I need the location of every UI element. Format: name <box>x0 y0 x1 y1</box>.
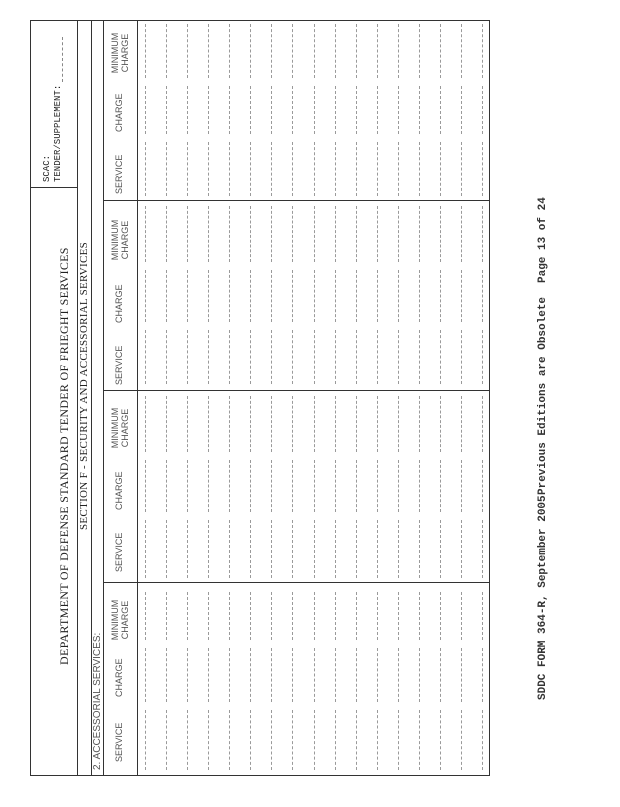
blank-entry-line[interactable] <box>377 270 378 322</box>
blank-entry-line[interactable] <box>440 396 441 452</box>
blank-entry-line[interactable] <box>271 460 272 512</box>
blank-entry-line[interactable] <box>314 330 315 384</box>
group3-min-header <box>110 215 130 265</box>
blank-entry-line[interactable] <box>250 86 251 134</box>
blank-entry-line[interactable] <box>398 86 399 134</box>
blank-entry-line[interactable] <box>314 710 315 770</box>
blank-entry-line[interactable] <box>229 520 230 578</box>
blank-entry-line[interactable] <box>292 86 293 134</box>
blank-entry-line[interactable] <box>482 24 483 78</box>
blank-entry-line[interactable] <box>377 206 378 262</box>
blank-entry-line[interactable] <box>292 710 293 770</box>
blank-entry-line[interactable] <box>440 592 441 640</box>
blank-entry-line[interactable] <box>356 86 357 134</box>
blank-entry-line[interactable] <box>461 396 462 452</box>
blank-entry-line[interactable] <box>208 520 209 578</box>
blank-entry-line[interactable] <box>419 86 420 134</box>
blank-entry-line[interactable] <box>482 330 483 384</box>
blank-entry-line[interactable] <box>208 330 209 384</box>
blank-entry-line[interactable] <box>482 710 483 770</box>
blank-entry-line[interactable] <box>419 520 420 578</box>
group-separator-3 <box>103 582 490 583</box>
blank-entry-line[interactable] <box>461 648 462 702</box>
blank-entry-line[interactable] <box>419 330 420 384</box>
blank-entry-line[interactable] <box>145 270 146 322</box>
blank-entry-line[interactable] <box>166 270 167 322</box>
blank-entry-line[interactable] <box>314 460 315 512</box>
blank-entry-line[interactable] <box>377 330 378 384</box>
blank-entry-line[interactable] <box>356 460 357 512</box>
blank-entry-line[interactable] <box>229 86 230 134</box>
blank-entry-line[interactable] <box>419 206 420 262</box>
group2-min-line1: MINIMUM <box>110 407 120 449</box>
blank-entry-line[interactable] <box>314 396 315 452</box>
blank-entry-line[interactable] <box>292 520 293 578</box>
blank-entry-line[interactable] <box>335 86 336 134</box>
blank-entry-line[interactable] <box>166 396 167 452</box>
blank-entry-line[interactable] <box>187 710 188 770</box>
blank-entry-line[interactable] <box>398 142 399 196</box>
blank-entry-line[interactable] <box>461 460 462 512</box>
blank-entry-line[interactable] <box>461 86 462 134</box>
group3-min-line1: MINIMUM <box>110 219 120 261</box>
blank-entry-line[interactable] <box>208 86 209 134</box>
section-title: SECTION F - SECURITY AND ACCESSORIAL SERVICES <box>78 241 90 530</box>
blank-entry-line[interactable] <box>419 396 420 452</box>
blank-entry-line[interactable] <box>482 86 483 134</box>
blank-entry-line[interactable] <box>229 648 230 702</box>
blank-entry-line[interactable] <box>166 86 167 134</box>
group-separator-2 <box>103 390 490 391</box>
blank-entry-line[interactable] <box>377 460 378 512</box>
blank-entry-line[interactable] <box>419 24 420 78</box>
group-separator-1 <box>103 200 490 201</box>
blank-entry-line[interactable] <box>377 648 378 702</box>
blank-entry-line[interactable] <box>292 460 293 512</box>
blank-entry-line[interactable] <box>398 330 399 384</box>
blank-entry-line[interactable] <box>271 710 272 770</box>
blank-entry-line[interactable] <box>229 206 230 262</box>
blank-entry-line[interactable] <box>166 142 167 196</box>
blank-entry-line[interactable] <box>314 142 315 196</box>
blank-entry-line[interactable] <box>440 24 441 78</box>
blank-entry-line[interactable] <box>314 270 315 322</box>
blank-entry-line[interactable] <box>145 142 146 196</box>
blank-entry-line[interactable] <box>314 206 315 262</box>
footer-form-id: SDDC FORM 364-R, September 2005 <box>537 495 549 700</box>
blank-entry-line[interactable] <box>482 520 483 578</box>
blank-entry-line[interactable] <box>250 270 251 322</box>
blank-entry-line[interactable] <box>166 330 167 384</box>
blank-entry-line[interactable] <box>292 142 293 196</box>
blank-entry-line[interactable] <box>482 396 483 452</box>
blank-entry-line[interactable] <box>356 710 357 770</box>
blank-entry-line[interactable] <box>292 270 293 322</box>
blank-entry-line[interactable] <box>377 86 378 134</box>
group1-charge-header: CHARGE <box>114 658 124 697</box>
blank-entry-line[interactable] <box>440 460 441 512</box>
blank-entry-line[interactable] <box>398 592 399 640</box>
blank-entry-line[interactable] <box>187 142 188 196</box>
blank-entry-line[interactable] <box>335 24 336 78</box>
blank-entry-line[interactable] <box>356 24 357 78</box>
blank-entry-line[interactable] <box>377 710 378 770</box>
blank-entry-line[interactable] <box>292 648 293 702</box>
blank-entry-line[interactable] <box>187 330 188 384</box>
blank-entry-line[interactable] <box>461 330 462 384</box>
blank-entry-line[interactable] <box>250 330 251 384</box>
blank-entry-line[interactable] <box>187 460 188 512</box>
blank-entry-line[interactable] <box>187 396 188 452</box>
blank-entry-line[interactable] <box>271 270 272 322</box>
group1-service-header: SERVICE <box>114 722 124 762</box>
footer-editions: Previous Editions are Obsolete <box>537 296 549 495</box>
blank-entry-line[interactable] <box>229 460 230 512</box>
blank-entry-line[interactable] <box>461 24 462 78</box>
blank-entry-line[interactable] <box>271 142 272 196</box>
group4-charge-header: CHARGE <box>114 93 124 132</box>
blank-entry-line[interactable] <box>356 520 357 578</box>
blank-entry-line[interactable] <box>229 330 230 384</box>
blank-entry-line[interactable] <box>292 330 293 384</box>
subsection-title: 2. ACCESSORIAL SERVICES: <box>92 632 103 770</box>
blank-entry-line[interactable] <box>292 206 293 262</box>
blank-entry-line[interactable] <box>482 206 483 262</box>
blank-entry-line[interactable] <box>250 592 251 640</box>
blank-entry-line[interactable] <box>482 648 483 702</box>
blank-entry-line[interactable] <box>271 24 272 78</box>
blank-entry-line[interactable] <box>250 206 251 262</box>
blank-entry-line[interactable] <box>271 648 272 702</box>
blank-entry-line[interactable] <box>335 270 336 322</box>
blank-entry-line[interactable] <box>356 396 357 452</box>
blank-entry-line[interactable] <box>292 592 293 640</box>
blank-entry-line[interactable] <box>187 206 188 262</box>
blank-entry-line[interactable] <box>292 24 293 78</box>
blank-entry-line[interactable] <box>187 270 188 322</box>
blank-entry-line[interactable] <box>377 520 378 578</box>
blank-entry-line[interactable] <box>166 206 167 262</box>
group4-min-header <box>110 28 130 78</box>
blank-entry-line[interactable] <box>419 592 420 640</box>
blank-entry-line[interactable] <box>166 592 167 640</box>
blank-entry-line[interactable] <box>271 520 272 578</box>
group4-min-line2: CHARGE <box>120 33 130 73</box>
blank-entry-line[interactable] <box>461 520 462 578</box>
blank-entry-line[interactable] <box>440 206 441 262</box>
blank-entry-line[interactable] <box>419 142 420 196</box>
blank-entry-line[interactable] <box>229 270 230 322</box>
blank-entry-line[interactable] <box>356 142 357 196</box>
group1-min-header <box>110 595 130 645</box>
blank-entry-line[interactable] <box>250 460 251 512</box>
blank-entry-line[interactable] <box>377 592 378 640</box>
blank-entry-line[interactable] <box>419 270 420 322</box>
group3-service-header: SERVICE <box>114 345 124 385</box>
group2-service-header: SERVICE <box>114 532 124 572</box>
blank-entry-line[interactable] <box>229 396 230 452</box>
blank-entry-line[interactable] <box>461 142 462 196</box>
blank-entry-line[interactable] <box>271 86 272 134</box>
group1-min-line1: MINIMUM <box>110 599 120 641</box>
blank-entry-line[interactable] <box>145 520 146 578</box>
scac-box-divider <box>30 187 77 188</box>
group3-min-line2: CHARGE <box>120 220 130 260</box>
group1-min-line2: CHARGE <box>120 600 130 640</box>
tender-field[interactable] <box>53 37 63 82</box>
blank-entry-line[interactable] <box>461 206 462 262</box>
blank-entry-line[interactable] <box>314 520 315 578</box>
group3-charge-header: CHARGE <box>114 284 124 323</box>
form-title: DEPARTMENT OF DEFENSE STANDARD TENDER OF FRIEGHT SERVICES <box>57 247 71 665</box>
blank-entry-line[interactable] <box>398 206 399 262</box>
group2-min-line2: CHARGE <box>120 408 130 448</box>
blank-entry-line[interactable] <box>440 270 441 322</box>
blank-entry-line[interactable] <box>208 142 209 196</box>
group2-min-header <box>110 403 130 453</box>
header-band-line-b <box>137 20 138 776</box>
blank-entry-line[interactable] <box>145 86 146 134</box>
blank-entry-line[interactable] <box>271 330 272 384</box>
blank-entry-line[interactable] <box>461 592 462 640</box>
blank-entry-line[interactable] <box>314 592 315 640</box>
blank-entry-line[interactable] <box>461 270 462 322</box>
blank-entry-line[interactable] <box>145 206 146 262</box>
blank-entry-line[interactable] <box>377 24 378 78</box>
blank-entry-line[interactable] <box>377 142 378 196</box>
group4-service-header: SERVICE <box>114 154 124 194</box>
blank-entry-line[interactable] <box>335 592 336 640</box>
blank-entry-line[interactable] <box>145 710 146 770</box>
blank-entry-line[interactable] <box>271 396 272 452</box>
blank-entry-line[interactable] <box>166 520 167 578</box>
blank-entry-line[interactable] <box>166 460 167 512</box>
blank-entry-line[interactable] <box>208 648 209 702</box>
blank-entry-line[interactable] <box>356 592 357 640</box>
blank-entry-line[interactable] <box>482 270 483 322</box>
blank-entry-line[interactable] <box>314 648 315 702</box>
group2-charge-header: CHARGE <box>114 471 124 510</box>
blank-entry-line[interactable] <box>440 86 441 134</box>
blank-entry-line[interactable] <box>229 24 230 78</box>
blank-entry-line[interactable] <box>377 396 378 452</box>
header-band-line-a <box>103 20 104 776</box>
blank-entry-line[interactable] <box>229 710 230 770</box>
blank-entry-line[interactable] <box>482 142 483 196</box>
blank-entry-line[interactable] <box>335 710 336 770</box>
blank-entry-line[interactable] <box>187 592 188 640</box>
scac-label: SCAC: <box>42 154 52 182</box>
blank-entry-line[interactable] <box>145 24 146 78</box>
blank-entry-line[interactable] <box>145 648 146 702</box>
blank-entry-line[interactable] <box>335 520 336 578</box>
blank-entry-line[interactable] <box>398 396 399 452</box>
blank-entry-line[interactable] <box>356 270 357 322</box>
blank-entry-line[interactable] <box>208 206 209 262</box>
blank-entry-line[interactable] <box>166 710 167 770</box>
blank-entry-line[interactable] <box>440 520 441 578</box>
blank-entry-line[interactable] <box>208 592 209 640</box>
blank-entry-line[interactable] <box>398 270 399 322</box>
blank-entry-line[interactable] <box>335 648 336 702</box>
blank-entry-line[interactable] <box>419 460 420 512</box>
blank-entry-line[interactable] <box>419 710 420 770</box>
blank-entry-line[interactable] <box>250 142 251 196</box>
blank-entry-line[interactable] <box>482 460 483 512</box>
blank-entry-line[interactable] <box>292 396 293 452</box>
blank-entry-line[interactable] <box>335 206 336 262</box>
blank-entry-line[interactable] <box>229 142 230 196</box>
blank-entry-line[interactable] <box>398 648 399 702</box>
blank-entry-line[interactable] <box>208 710 209 770</box>
blank-entry-line[interactable] <box>187 648 188 702</box>
blank-entry-line[interactable] <box>314 86 315 134</box>
blank-entry-line[interactable] <box>250 648 251 702</box>
blank-entry-line[interactable] <box>187 520 188 578</box>
blank-entry-line[interactable] <box>356 206 357 262</box>
blank-entry-line[interactable] <box>440 648 441 702</box>
blank-entry-line[interactable] <box>398 24 399 78</box>
blank-entry-line[interactable] <box>187 86 188 134</box>
blank-entry-line[interactable] <box>250 520 251 578</box>
blank-entry-line[interactable] <box>208 24 209 78</box>
blank-entry-line[interactable] <box>440 142 441 196</box>
blank-entry-line[interactable] <box>314 24 315 78</box>
blank-entry-line[interactable] <box>208 460 209 512</box>
blank-entry-line[interactable] <box>145 396 146 452</box>
blank-entry-line[interactable] <box>166 24 167 78</box>
blank-entry-line[interactable] <box>166 648 167 702</box>
blank-entry-line[interactable] <box>398 710 399 770</box>
blank-entry-line[interactable] <box>482 592 483 640</box>
blank-entry-line[interactable] <box>271 592 272 640</box>
blank-entry-line[interactable] <box>250 24 251 78</box>
blank-entry-line[interactable] <box>419 648 420 702</box>
blank-entry-line[interactable] <box>440 330 441 384</box>
footer-page: Page 13 of 24 <box>537 197 549 283</box>
blank-entry-line[interactable] <box>229 592 230 640</box>
blank-entry-line[interactable] <box>250 710 251 770</box>
blank-entry-line[interactable] <box>356 648 357 702</box>
blank-entry-line[interactable] <box>208 396 209 452</box>
tender-label: TENDER/SUPPLEMENT: <box>53 84 63 182</box>
blank-entry-line[interactable] <box>356 330 357 384</box>
blank-entry-line[interactable] <box>440 710 441 770</box>
blank-entry-line[interactable] <box>335 142 336 196</box>
blank-entry-line[interactable] <box>335 396 336 452</box>
blank-entry-line[interactable] <box>271 206 272 262</box>
group4-min-line1: MINIMUM <box>110 32 120 74</box>
blank-entry-line[interactable] <box>187 24 188 78</box>
blank-entry-line[interactable] <box>461 710 462 770</box>
blank-entry-line[interactable] <box>145 330 146 384</box>
blank-entry-line[interactable] <box>398 460 399 512</box>
blank-entry-line[interactable] <box>335 330 336 384</box>
blank-entry-line[interactable] <box>145 592 146 640</box>
blank-entry-line[interactable] <box>208 270 209 322</box>
blank-entry-line[interactable] <box>145 460 146 512</box>
blank-entry-line[interactable] <box>250 396 251 452</box>
blank-entry-line[interactable] <box>335 460 336 512</box>
blank-entry-line[interactable] <box>398 520 399 578</box>
